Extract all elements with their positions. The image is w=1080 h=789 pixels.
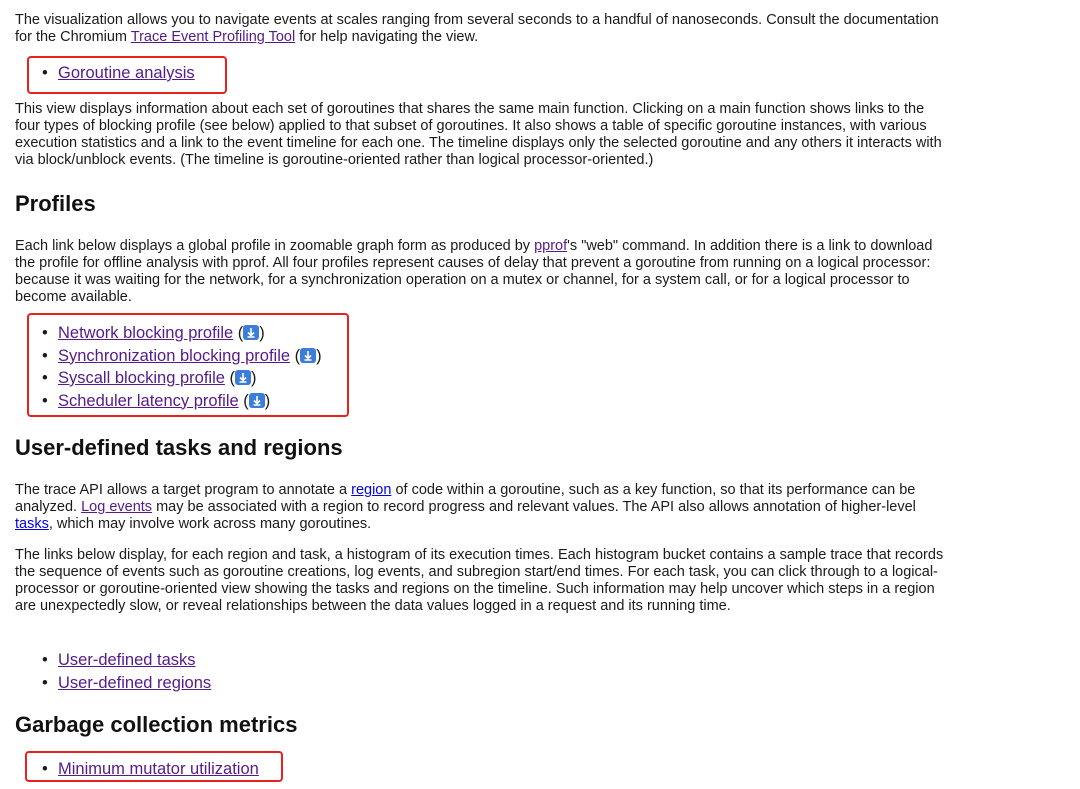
syscall-blocking-profile-link[interactable]: Syscall blocking profile xyxy=(58,369,225,387)
list-item: • Minimum mutator utilization xyxy=(42,760,259,778)
list-item: • Goroutine analysis xyxy=(42,64,195,82)
highlight-box-goroutine xyxy=(27,56,227,94)
goroutine-description: This view displays information about each set of goroutines that shares the same main function. Clicking on a main function shows links to the four types of blocking profile (see below) applied to that subset of goroutines. It also shows a table of specific goroutine instances, with various execution statistics and a link to the event timeline for each one. The timeline displays only the selected goroutine and any others it interacts with via block/unblock events. (The timeline is goroutine-oriented rather than logical processor-oriented.) xyxy=(15,101,942,168)
list-item: • Network blocking profile ( ) xyxy=(42,324,265,342)
tasks-link[interactable]: tasks xyxy=(15,516,49,532)
tasks-list xyxy=(15,649,415,694)
region-link[interactable]: region xyxy=(351,482,392,498)
tasks-paragraph-2: The links below display, for each region and task, a histogram of its execution times. Each histogram bucket contains a sample trace that records the sequence of events such as goroutine creations, log events, and subregion start/end times. For each task, you can click through to a logical-processor or goroutine-oriented view showing the tasks and regions on the timeline. Such information may help uncover which steps in a region are unexpectedly slow, or reveal relationships between the data values logged in a request and its running time. xyxy=(15,547,944,614)
log-events-link[interactable]: Log events xyxy=(81,499,153,515)
list-item: • User-defined tasks xyxy=(42,651,196,669)
tasks-paragraph-1: The trace API allows a target program to annotate a region of code within a goroutine, such as a key function, so that its performance can be analyzed. Log events may be associated with a region to record progress and relevant values. The API also allows annotation of higher-level tasks, which may involve work across many goroutines. xyxy=(15,482,916,532)
user-defined-regions-link[interactable]: User-defined regions xyxy=(58,673,212,692)
list-item: • User-defined regions xyxy=(42,673,212,692)
user-defined-tasks-link[interactable]: User-defined tasks xyxy=(58,651,196,669)
profiles-paragraph: Each link below displays a global profile in zoomable graph form as produced by pprof's "web" command. In addition there is a link to download the profile for offline analysis with pprof. All four profiles represent causes of delay that prevent a goroutine from running on a logical processor: because it was waiting for the network, for a synchronization operation on a mutex or channel, for a system call, or for a logical processor to become available. xyxy=(15,238,933,305)
highlight-box-profiles xyxy=(27,313,349,417)
goroutine-analysis-link[interactable]: Goroutine analysis xyxy=(58,64,195,82)
trace-event-profiling-tool-link[interactable]: Trace Event Profiling Tool xyxy=(130,29,296,45)
gc-heading: Garbage collection metrics xyxy=(15,712,298,737)
intro-text: The visualization allows you to navigate events at scales ranging from several seconds to a handful of nanoseconds. Consult the documentation for the Chromium xyxy=(15,12,939,45)
list-item: • Syscall blocking profile ( ) xyxy=(42,369,257,387)
synchronization-blocking-profile-link[interactable]: Synchronization blocking profile xyxy=(58,346,291,365)
tasks-heading: User-defined tasks and regions xyxy=(15,435,343,460)
highlight-box-mmu xyxy=(25,751,283,782)
profiles-heading: Profiles xyxy=(15,191,96,216)
network-blocking-profile-link[interactable]: Network blocking profile xyxy=(58,324,234,342)
list-item: • Synchronization blocking profile ( ) xyxy=(42,346,322,365)
list-item: • Scheduler latency profile ( ) xyxy=(42,391,271,410)
pprof-link[interactable]: pprof xyxy=(534,238,568,254)
minimum-mutator-utilization-link[interactable]: Minimum mutator utilization xyxy=(58,760,259,778)
intro-text-end: for help navigating the view. xyxy=(295,29,479,45)
intro-paragraph xyxy=(15,12,945,46)
scheduler-latency-profile-link[interactable]: Scheduler latency profile xyxy=(58,391,239,410)
